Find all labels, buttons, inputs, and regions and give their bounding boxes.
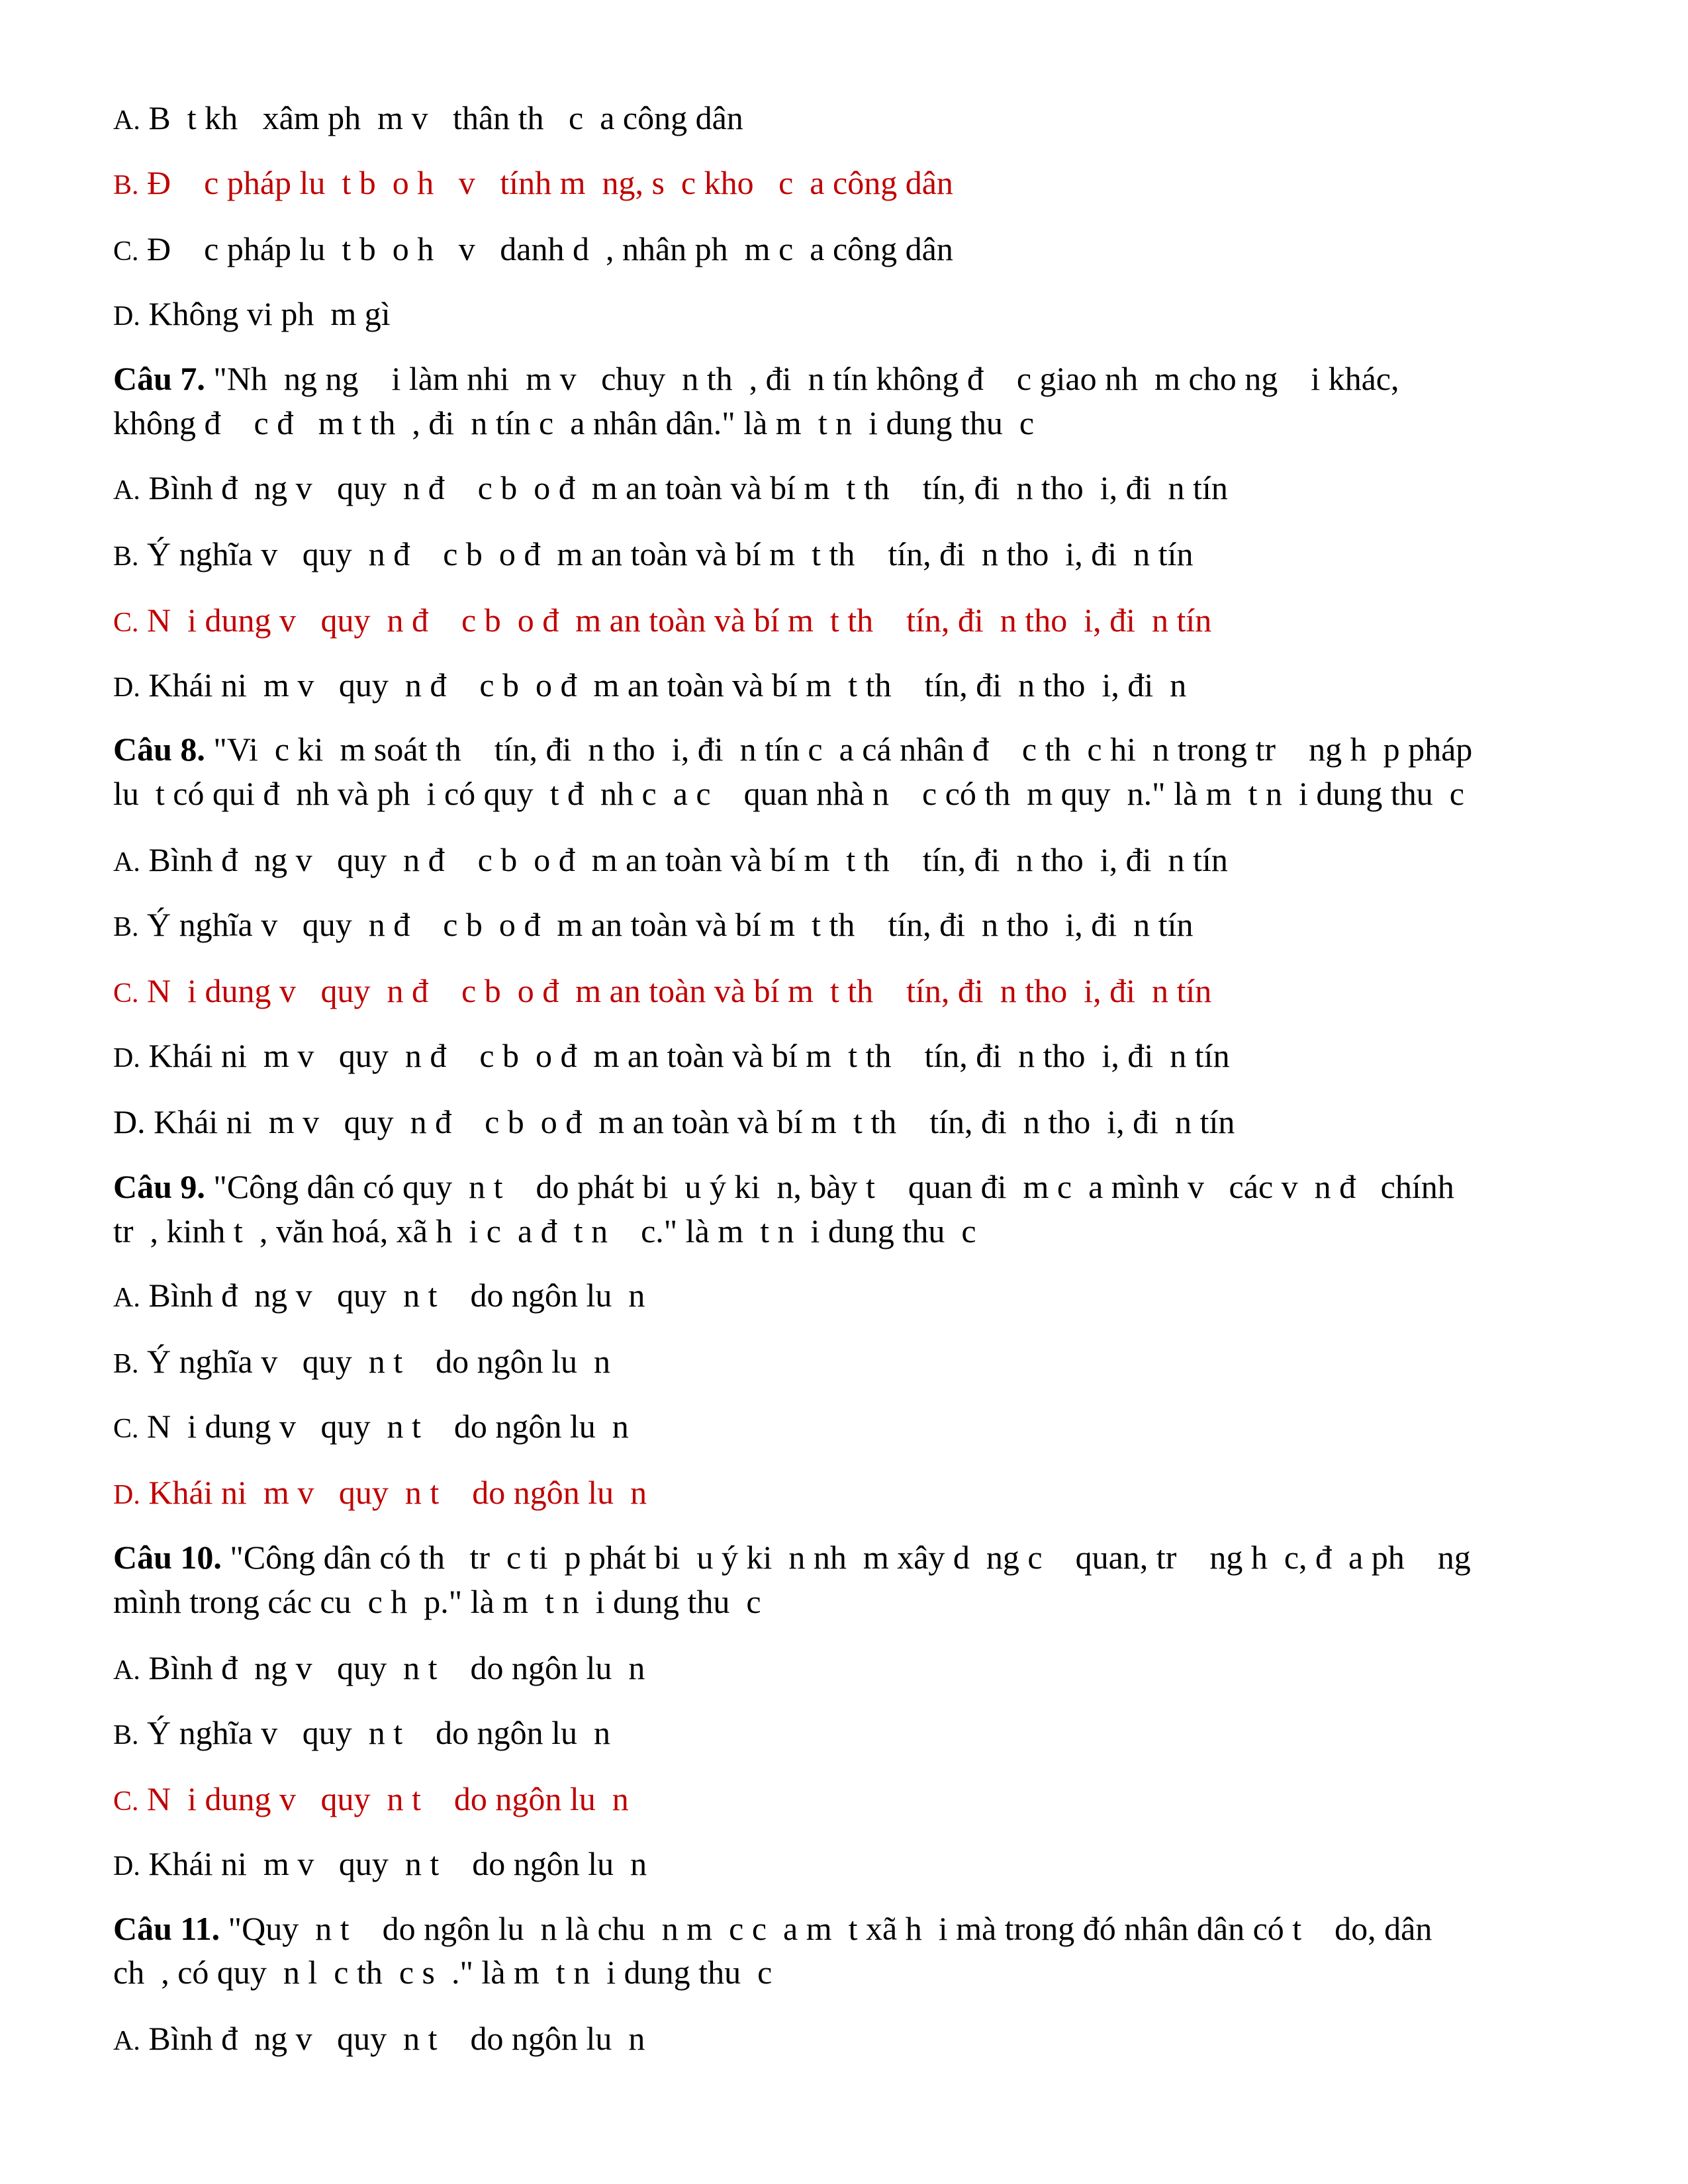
- answer-option: [113, 1777, 629, 1823]
- question-continuation: [113, 1580, 761, 1623]
- answer-option: [113, 1340, 610, 1386]
- answer-option: [113, 532, 1193, 578]
- option-label: A.: [113, 2026, 140, 2056]
- question-number: Câu 8.: [113, 731, 205, 768]
- line-text: Khái ni m v quy n đ c b o đ m an toàn và bí m t th tín, đi n tho i, đi n: [140, 666, 1187, 704]
- answer-option: [113, 1471, 647, 1517]
- question-number: Câu 10.: [113, 1539, 222, 1576]
- option-label: C.: [113, 1414, 139, 1444]
- line-text: Ý nghĩa v quy n t do ngôn lu n: [138, 1714, 610, 1751]
- answer-option: [113, 2017, 645, 2063]
- answer-option: [113, 1646, 645, 1692]
- answer-option: [113, 1842, 647, 1888]
- answer-option: [113, 466, 1228, 512]
- question-line: [113, 727, 1472, 771]
- question-number: Câu 11.: [113, 1910, 220, 1947]
- answer-option: [113, 1711, 610, 1757]
- answer-option: [113, 663, 1186, 709]
- option-label: D.: [113, 1043, 140, 1073]
- line-text: lu t có qui đ nh và ph i có quy t đ nh c a c quan nhà n c có th m quy n." là m t n i dung thu c: [113, 775, 1464, 812]
- answer-option: [113, 838, 1228, 884]
- line-text: Không vi ph m gì: [140, 295, 391, 332]
- question-line: [113, 357, 1399, 400]
- question-continuation: [113, 1100, 1235, 1144]
- line-text: "Quy n t do ngôn lu n là chu n m c c a m t xã h i mà trong đó nhân dân có t do, dân: [220, 1910, 1432, 1947]
- line-text: Đ c pháp lu t b o h v danh d , nhân ph m c a công dân: [138, 230, 953, 267]
- question-continuation: [113, 1950, 772, 1994]
- answer-option: [113, 292, 391, 338]
- option-label: B.: [113, 1349, 139, 1379]
- option-label: A.: [113, 1283, 140, 1313]
- line-text: N i dung v quy n t do ngôn lu n: [138, 1408, 629, 1445]
- line-text: N i dung v quy n đ c b o đ m an toàn và bí m t th tín, đi n tho i, đi n tín: [138, 972, 1212, 1009]
- option-label: C.: [113, 978, 139, 1009]
- option-label: C.: [113, 236, 139, 267]
- line-text: "Công dân có th tr c ti p phát bi u ý ki n nh m xây d ng c quan, tr ng h c, đ a ph ng: [221, 1539, 1471, 1576]
- option-label: B.: [113, 912, 139, 942]
- question-line: [113, 1535, 1471, 1579]
- answer-option: [113, 969, 1211, 1015]
- line-text: N i dung v quy n đ c b o đ m an toàn và bí m t th tín, đi n tho i, đi n tín: [138, 602, 1212, 639]
- question-number: Câu 7.: [113, 360, 205, 397]
- line-text: Bình đ ng v quy n t do ngôn lu n: [140, 1649, 645, 1686]
- option-label: C.: [113, 1786, 139, 1817]
- option-label: A.: [113, 1655, 140, 1686]
- option-label: D.: [113, 1851, 140, 1882]
- option-label: A.: [113, 847, 140, 878]
- line-text: Ý nghĩa v quy n đ c b o đ m an toàn và bí m t th tín, đi n tho i, đi n tín: [138, 906, 1194, 943]
- question-continuation: [113, 1209, 976, 1253]
- answer-option: [113, 1404, 629, 1451]
- line-text: D. Khái ni m v quy n đ c b o đ m an toàn và bí m t th tín, đi n tho i, đi n tín: [113, 1103, 1235, 1140]
- option-label: B.: [113, 1720, 139, 1751]
- line-text: Bình đ ng v quy n đ c b o đ m an toàn và bí m t th tín, đi n tho i, đi n tín: [140, 469, 1228, 506]
- question-line: [113, 1907, 1432, 1950]
- question-line: [113, 1165, 1454, 1208]
- line-text: Khái ni m v quy n t do ngôn lu n: [140, 1474, 647, 1511]
- answer-option: [113, 1034, 1230, 1080]
- line-text: B t kh xâm ph m v thân th c a công dân: [140, 99, 743, 136]
- answer-option: [113, 1273, 645, 1320]
- line-text: "Vi c ki m soát th tín, đi n tho i, đi n tín c a cá nhân đ c th c hi n trong tr ng h p pháp: [205, 731, 1473, 768]
- answer-option: [113, 598, 1211, 645]
- line-text: Bình đ ng v quy n t do ngôn lu n: [140, 2020, 645, 2057]
- line-text: Đ c pháp lu t b o h v tính m ng, s c kho c a công dân: [138, 164, 953, 201]
- line-text: Bình đ ng v quy n đ c b o đ m an toàn và bí m t th tín, đi n tho i, đi n tín: [140, 841, 1228, 878]
- option-label: B.: [113, 541, 139, 572]
- line-text: Ý nghĩa v quy n đ c b o đ m an toàn và bí m t th tín, đi n tho i, đi n tín: [138, 535, 1194, 572]
- answer-option: [113, 227, 953, 273]
- line-text: tr , kinh t , văn hoá, xã h i c a đ t n c." là m t n i dung thu c: [113, 1212, 976, 1250]
- option-label: B.: [113, 170, 139, 201]
- answer-option: [113, 903, 1193, 949]
- answer-option: [113, 96, 743, 142]
- line-text: Bình đ ng v quy n t do ngôn lu n: [140, 1277, 645, 1314]
- option-label: A.: [113, 475, 140, 506]
- answer-option: [113, 161, 953, 207]
- line-text: "Nh ng ng i làm nhi m v chuy n th , đi n tín không đ c giao nh m cho ng i khác,: [205, 360, 1399, 397]
- line-text: ch , có quy n l c th c s ." là m t n i dung thu c: [113, 1954, 773, 1991]
- line-text: N i dung v quy n t do ngôn lu n: [138, 1780, 629, 1817]
- option-label: A.: [113, 105, 140, 136]
- option-label: D.: [113, 672, 140, 703]
- question-continuation: [113, 772, 1464, 815]
- option-label: D.: [113, 1480, 140, 1510]
- question-number: Câu 9.: [113, 1168, 205, 1205]
- option-label: C.: [113, 608, 139, 638]
- line-text: Ý nghĩa v quy n t do ngôn lu n: [138, 1343, 610, 1380]
- option-label: D.: [113, 301, 140, 332]
- line-text: không đ c đ m t th , đi n tín c a nhân dân." là m t n i dung thu c: [113, 404, 1035, 441]
- line-text: "Công dân có quy n t do phát bi u ý ki n, bày t quan đi m c a mình v các v n đ chính: [205, 1168, 1454, 1205]
- line-text: Khái ni m v quy n t do ngôn lu n: [140, 1845, 647, 1882]
- line-text: mình trong các cu c h p." là m t n i dung thu c: [113, 1583, 761, 1620]
- line-text: Khái ni m v quy n đ c b o đ m an toàn và bí m t th tín, đi n tho i, đi n tín: [140, 1037, 1230, 1074]
- question-continuation: [113, 401, 1034, 445]
